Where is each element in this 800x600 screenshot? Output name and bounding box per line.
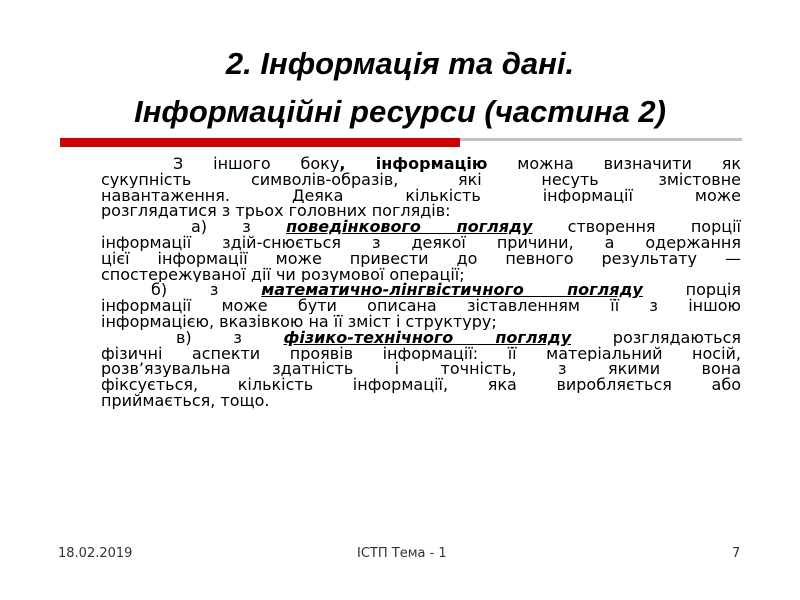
footer-course-label: ІСТП Тема - 1 — [357, 546, 447, 561]
paragraph-intro — [101, 156, 741, 219]
intro-text: З іншого боку — [173, 156, 340, 172]
item-b — [101, 282, 741, 329]
paragraph-intro-line — [101, 156, 741, 172]
slide-title — [0, 40, 800, 136]
paragraph-intro-line: розглядатися з трьох головних поглядів: — [101, 203, 451, 220]
item-a-text: створення порції — [532, 219, 741, 235]
item-a-line — [101, 219, 741, 235]
slide-title-line-1: 2. Інформація та дані. — [225, 46, 575, 81]
item-b-prefix: б) з — [151, 282, 262, 299]
item-a-line: цієї інформації може привести до певного результату — — [101, 250, 741, 267]
slide-title-line-2: Інформаційні ресурси (частина 2) — [134, 94, 666, 129]
item-a-line: спостережуваної дії чи розумової операції; — [101, 266, 465, 283]
item-c-line — [101, 330, 741, 346]
slide-body — [101, 156, 741, 409]
title-underline-gray — [460, 138, 742, 141]
intro-bold-term: , інформацію — [339, 156, 488, 172]
footer-page-number: 7 — [732, 546, 741, 561]
item-b-line — [101, 282, 741, 298]
item-b-line: інформації може бути описана зіставленням її з іншою — [101, 298, 741, 314]
item-c-line: фіксується, кількість інформації, яка виробляється або — [101, 377, 741, 393]
item-b-text: порція — [642, 282, 741, 299]
item-c — [101, 330, 741, 409]
item-c-prefix: в) з — [176, 329, 284, 346]
item-a — [101, 219, 741, 282]
item-a-prefix: а) з — [191, 219, 287, 235]
paragraph-intro-line: сукупність символів-образів, які несуть змістовне — [101, 171, 741, 188]
title-underline-red — [60, 138, 460, 147]
item-c-line: розв’язувальна здатність і точність, з якими вона — [101, 361, 741, 378]
intro-text-rest: можна визначити як — [487, 156, 741, 172]
item-b-line: інформацією, вказівкою на її зміст і структуру; — [101, 313, 497, 330]
item-c-text: розглядаються — [571, 329, 741, 346]
item-c-line: фізичні аспекти проявів інформації: її матеріальний носій, — [101, 345, 741, 362]
footer-date: 18.02.2019 — [58, 546, 133, 561]
paragraph-intro-line: навантаження. Деяка кількість інформації може — [101, 187, 741, 204]
item-c-term: фізико-технічного погляду — [283, 329, 572, 346]
item-a-term: поведінкового погляду — [286, 219, 533, 235]
item-c-line: приймається, тощо. — [101, 392, 270, 409]
item-a-line: інформації здій-снюється з деякої причини, а одержання — [101, 234, 741, 251]
item-b-term: математично-лінгвістичного погляду — [261, 282, 643, 299]
